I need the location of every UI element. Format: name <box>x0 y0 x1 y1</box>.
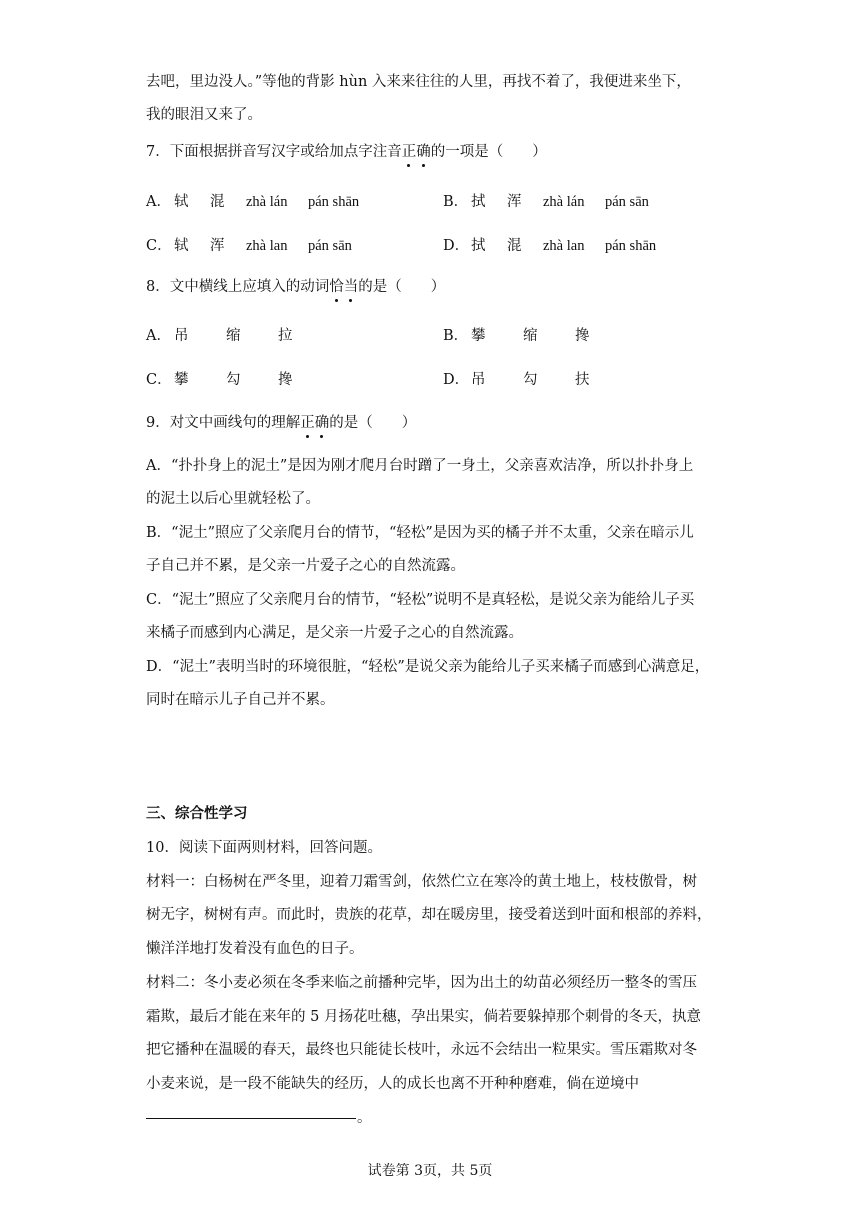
q9-option-b-cont: 子自己并不累，是父亲一片爱子之心的自然流露。 <box>146 558 465 574</box>
q9-option-a[interactable]: A．“扑扑身上的泥土”是因为刚才爬月台时蹭了一身土，父亲喜欢洁净，所以扑扑身上 <box>146 458 694 474</box>
question-9-stem: 9．对文中画线句的理解正确的是（ ） <box>146 415 417 431</box>
material-1-line: 材料一：白杨树在严冬里，迎着刀霜雪剑，依然伫立在寒冷的黄土地上，枝枝傲骨，树 <box>146 874 697 890</box>
emphasis-dot-char: 恰 <box>329 279 344 295</box>
material-2-line: 霜欺，最后才能在来年的 5 月扬花吐穗，孕出果实，倘若要躲掉那个刺骨的冬天，执意 <box>146 1009 701 1025</box>
q8-option-b[interactable]: B． 攀 缩 搀 <box>443 328 590 344</box>
question-10-stem: 10．阅读下面两则材料，回答问题。 <box>146 840 382 856</box>
emphasis-dot-char: 正 <box>401 144 417 160</box>
q7-option-d[interactable]: D． 拭 混 zhà lan pán shān <box>443 238 657 254</box>
emphasis-dot-char: 正 <box>300 415 315 431</box>
question-7-stem: 7．下面根据拼音写汉字或给加点字注音正确的一项是（ ） <box>146 144 547 160</box>
blank-end-punct: 。 <box>357 1110 372 1126</box>
q7-option-a[interactable]: A． 轼 混 zhà lán pán shān <box>146 194 360 210</box>
emphasis-dot-char: 确 <box>416 144 431 160</box>
page-footer: 试卷第 3页，共 5页 <box>367 1163 493 1179</box>
q9-option-c-cont: 来橘子而感到内心满足，是父亲一片爱子之心的自然流露。 <box>146 625 523 641</box>
q8-option-d[interactable]: D． 吊 勾 扶 <box>443 372 590 388</box>
q9-option-d-cont: 同时在暗示儿子自己并不累。 <box>146 692 335 708</box>
q9-option-b[interactable]: B．“泥土”照应了父亲爬月台的情节，“轻松”是因为买的橘子并不太重，父亲在暗示儿 <box>146 525 694 541</box>
material-1-line: 懒洋洋地打发着没有血色的日子。 <box>146 941 364 957</box>
material-2-line: 把它播种在温暖的春天，最终也只能徒长枝叶，永远不会结出一粒果实。雪压霜欺对冬 <box>146 1042 697 1058</box>
section-title: 三、综合性学习 <box>146 805 248 822</box>
answer-blank-line[interactable] <box>146 1118 356 1119</box>
material-1-line: 树无字，树树有声。而此时，贵族的花草，却在暖房里，接受着送到叶面和根部的养料， <box>146 907 712 923</box>
emphasis-dot-char: 确 <box>314 415 330 431</box>
q9-option-d[interactable]: D．“泥土”表明当时的环境很脏，“轻松”是说父亲为能给儿子买来橘子而感到心满意足， <box>146 659 710 675</box>
emphasis-dot-char: 当 <box>343 279 359 295</box>
material-2-line: 材料二：冬小麦必须在冬季来临之前播种完毕，因为出土的幼苗必须经历一整冬的雪压 <box>146 975 697 991</box>
q7-option-b[interactable]: B． 拭 浑 zhà lán pán sān <box>443 194 649 210</box>
q7-option-c[interactable]: C． 轼 浑 zhà lan pán sān <box>146 238 352 254</box>
q8-option-c[interactable]: C． 攀 勾 搀 <box>146 372 293 388</box>
material-2-line: 小麦来说，是一段不能缺失的经历，人的成长也离不开种种磨难，倘在逆境中 <box>146 1076 639 1092</box>
q9-option-a-cont: 的泥土以后心里就轻松了。 <box>146 491 320 507</box>
passage-line: 去吧，里边没人。”等他的背影 hùn 入来来往往的人里，再找不着了，我便进来坐下， <box>146 74 691 90</box>
q8-option-a[interactable]: A． 吊 缩 拉 <box>146 328 293 344</box>
passage-line: 我的眼泪又来了。 <box>146 107 262 123</box>
q9-option-c[interactable]: C．“泥土”照应了父亲爬月台的情节，“轻松”说明不是真轻松，是说父亲为能给儿子买 <box>146 592 695 608</box>
question-8-stem: 8．文中横线上应填入的动词恰当的是（ ） <box>146 279 446 295</box>
